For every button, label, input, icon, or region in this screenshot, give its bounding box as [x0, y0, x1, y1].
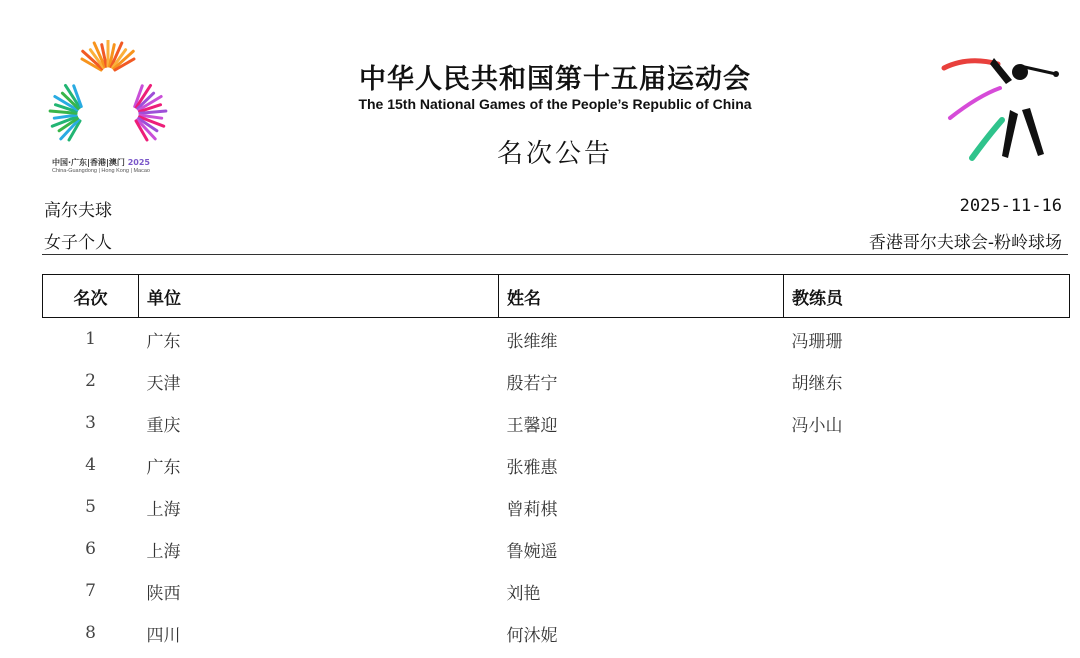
table-row	[43, 486, 1070, 528]
header-rank: 名次	[43, 275, 139, 318]
name-cell: 曾莉棋	[506, 499, 558, 520]
table-row	[43, 318, 1070, 361]
coach-cell	[784, 570, 1070, 612]
table-row	[43, 612, 1070, 654]
unit-cell: 陕西	[146, 583, 181, 604]
name-cell: 刘艳	[506, 583, 541, 604]
header-coach: 教练员	[784, 275, 1070, 318]
date-label: 2025-11-16	[959, 196, 1062, 216]
logo-caption-region: 中国·广东|香港|澳门	[52, 158, 125, 167]
logo-caption-year: 2025	[127, 158, 150, 167]
table-header-row	[43, 275, 1070, 318]
rank-cell: 5	[85, 497, 96, 517]
page-title: 中华人民共和国第十五届运动会	[359, 64, 751, 95]
rank-cell: 4	[85, 455, 96, 475]
rank-cell: 7	[85, 581, 96, 601]
unit-cell: 重庆	[146, 415, 181, 436]
games-flower-logo-icon	[44, 40, 172, 176]
table-row	[43, 528, 1070, 570]
rank-cell: 6	[85, 539, 96, 559]
logo-caption-cn	[52, 157, 150, 168]
coach-cell	[784, 486, 1070, 528]
coach-cell: 胡继东	[791, 373, 843, 394]
logo-caption-en: China-Guangdong | Hong Kong | Macao	[52, 168, 150, 174]
coach-cell	[784, 528, 1070, 570]
name-cell: 王馨迎	[506, 415, 558, 436]
results-table	[42, 274, 1070, 654]
rank-cell: 3	[85, 413, 96, 433]
unit-cell: 天津	[146, 373, 181, 394]
coach-cell	[784, 612, 1070, 654]
table-row	[43, 444, 1070, 486]
name-cell: 何沐妮	[506, 625, 558, 646]
unit-cell: 四川	[146, 625, 181, 646]
header-divider	[42, 254, 1068, 255]
name-cell: 张雅惠	[506, 457, 558, 478]
page-title-english: The 15th National Games of the People’s Republic of China	[358, 96, 752, 112]
unit-cell: 广东	[146, 331, 181, 352]
unit-cell: 上海	[146, 541, 181, 562]
unit-cell: 上海	[146, 499, 181, 520]
name-cell: 张维维	[506, 331, 558, 352]
announcement-subtitle: 名次公告	[496, 139, 613, 169]
name-cell: 殷若宁	[506, 373, 558, 394]
header-name: 姓名	[499, 275, 784, 318]
table-row	[43, 360, 1070, 402]
rank-cell: 2	[85, 371, 96, 391]
golf-pictogram-icon	[938, 46, 1060, 170]
coach-cell: 冯小山	[791, 415, 843, 436]
event-label: 女子个人	[44, 233, 112, 253]
table-row	[43, 402, 1070, 444]
coach-cell	[784, 444, 1070, 486]
sport-label: 高尔夫球	[44, 201, 112, 221]
table-row	[43, 570, 1070, 612]
rank-cell: 8	[85, 623, 96, 643]
coach-cell: 冯珊珊	[791, 331, 843, 352]
header-unit: 单位	[139, 275, 499, 318]
unit-cell: 广东	[146, 457, 181, 478]
venue-label: 香港哥尔夫球会-粉岭球场	[868, 233, 1062, 253]
rank-cell: 1	[85, 329, 96, 349]
name-cell: 鲁婉遥	[506, 541, 558, 562]
